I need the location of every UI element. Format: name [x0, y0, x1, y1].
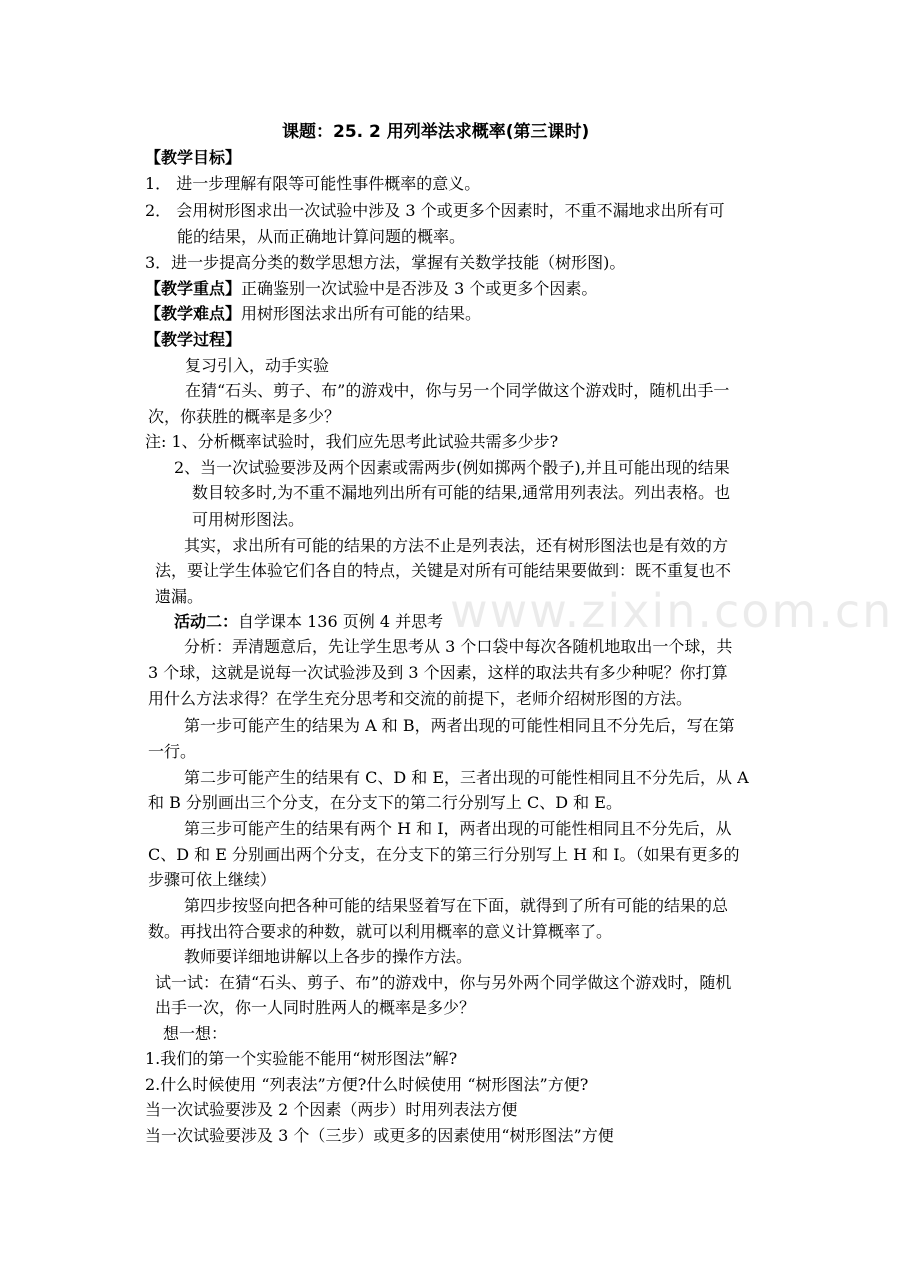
analysis-line: 分析：弄清题意后，先让学生思考从 3 个口袋中每次各随机地取出一个球，共: [184, 637, 733, 656]
process-line: 遗漏。: [155, 587, 204, 606]
key-point-text: 正确鉴别一次试验中是否涉及 3 个或更多个因素。: [241, 279, 598, 298]
process-line: 在猜“石头、剪子、布”的游戏中，你与另一个同学做这个游戏时，随机出手一: [185, 381, 730, 400]
key-point-label: 【教学重点】: [145, 279, 242, 298]
process-heading: 【教学过程】: [145, 330, 242, 349]
analysis-line: 3 个球，这就是说每一次试验涉及到 3 个因素，这样的取法共有多少种呢？你打算: [148, 663, 728, 682]
objective-item-2: 2． 会用树形图求出一次试验中涉及 3 个或更多个因素时，不重不漏地求出所有可: [145, 201, 725, 220]
process-line: 法，要让学生体验它们各自的特点，关键是对所有可能结果要做到：既不重复也不: [155, 561, 732, 580]
objective-item-1: 1． 进一步理解有限等可能性事件概率的意义。: [145, 174, 481, 193]
process-line: 其实，求出所有可能的结果的方法不止是列表法，还有树形图法也是有效的方: [184, 536, 729, 555]
process-line: 注: 1、分析概率试验时，我们应先思考此试验共需多少步?: [145, 432, 559, 451]
analysis-line: 教师要详细地讲解以上各步的操作方法。: [184, 947, 473, 966]
analysis-line: 数。再找出符合要求的种数，就可以利用概率的意义计算概率了。: [148, 922, 613, 941]
analysis-line: 和 B 分别画出三个分支，在分支下的第二行分别写上 C、D 和 E。: [148, 793, 622, 812]
analysis-line: 当一次试验要涉及 3 个（三步）或更多的因素使用“树形图法”方便: [145, 1126, 614, 1145]
analysis-line: 用什么方法求得？在学生充分思考和交流的前提下，老师介绍树形图的方法。: [148, 689, 693, 708]
activity-two: [174, 612, 443, 632]
activity-two-label: 活动二：: [174, 612, 239, 631]
key-point: [145, 279, 597, 299]
analysis-line: 试一试：在猜“石头、剪子、布”的游戏中，你与另外两个同学做这个游戏时，随机: [155, 973, 732, 992]
process-line: 复习引入，动手实验: [185, 356, 330, 375]
difficult-point-label: 【教学难点】: [145, 304, 242, 323]
process-line: 可用树形图法。: [192, 510, 305, 529]
difficult-point: [145, 304, 481, 324]
analysis-line: 第三步可能产生的结果有两个 H 和 I，两者出现的可能性相同且不分先后，从: [184, 819, 732, 838]
process-line: 数目较多时,为不重不漏地列出所有可能的结果,通常用列表法。列出表格。也: [192, 483, 731, 502]
process-line: 次，你获胜的概率是多少？: [148, 407, 341, 426]
objective-item-2-cont: 能的结果，从而正确地计算问题的概率。: [177, 227, 466, 246]
analysis-line: 当一次试验要涉及 2 个因素（两步）时用列表法方便: [145, 1100, 518, 1119]
analysis-line: 1.我们的第一个实验能不能用“树形图法”解?: [145, 1049, 458, 1068]
analysis-line: 想一想：: [163, 1024, 228, 1043]
analysis-line: C、D 和 E 分别画出两个分支，在分支下的第三行分别写上 H 和 I。（如果有更多的: [148, 845, 740, 864]
analysis-line: 一行。: [148, 742, 197, 761]
process-line: 2、当一次试验要涉及两个因素或需两步(例如掷两个骰子),并且可能出现的结果: [174, 458, 730, 477]
activity-two-text: 自学课本 136 页例 4 并思考: [238, 612, 444, 631]
analysis-line: 第二步可能产生的结果有 C、D 和 E，三者出现的可能性相同且不分先后，从 A: [184, 768, 749, 787]
analysis-line: 第四步按竖向把各种可能的结果竖着写在下面，就得到了所有可能的结果的总: [184, 896, 729, 915]
watermark-text: www.zixin.com.cn: [450, 584, 894, 638]
page-title: 课题：25. 2 用列举法求概率(第三课时): [282, 122, 590, 142]
objectives-heading: 【教学目标】: [145, 148, 242, 167]
difficult-point-text: 用树形图法求出所有可能的结果。: [241, 304, 482, 323]
analysis-line: 步骤可依上继续）: [148, 870, 277, 889]
analysis-line: 2.什么时候使用 “列表法”方便?什么时候使用 “树形图法”方便?: [145, 1075, 589, 1094]
analysis-line: 第一步可能产生的结果为 A 和 B，两者出现的可能性相同且不分先后，写在第: [184, 716, 735, 735]
objective-item-3: 3．进一步提高分类的数学思想方法，掌握有关数学技能（树形图)。: [145, 253, 626, 272]
analysis-line: 出手一次，你一人同时胜两人的概率是多少？: [155, 998, 476, 1017]
